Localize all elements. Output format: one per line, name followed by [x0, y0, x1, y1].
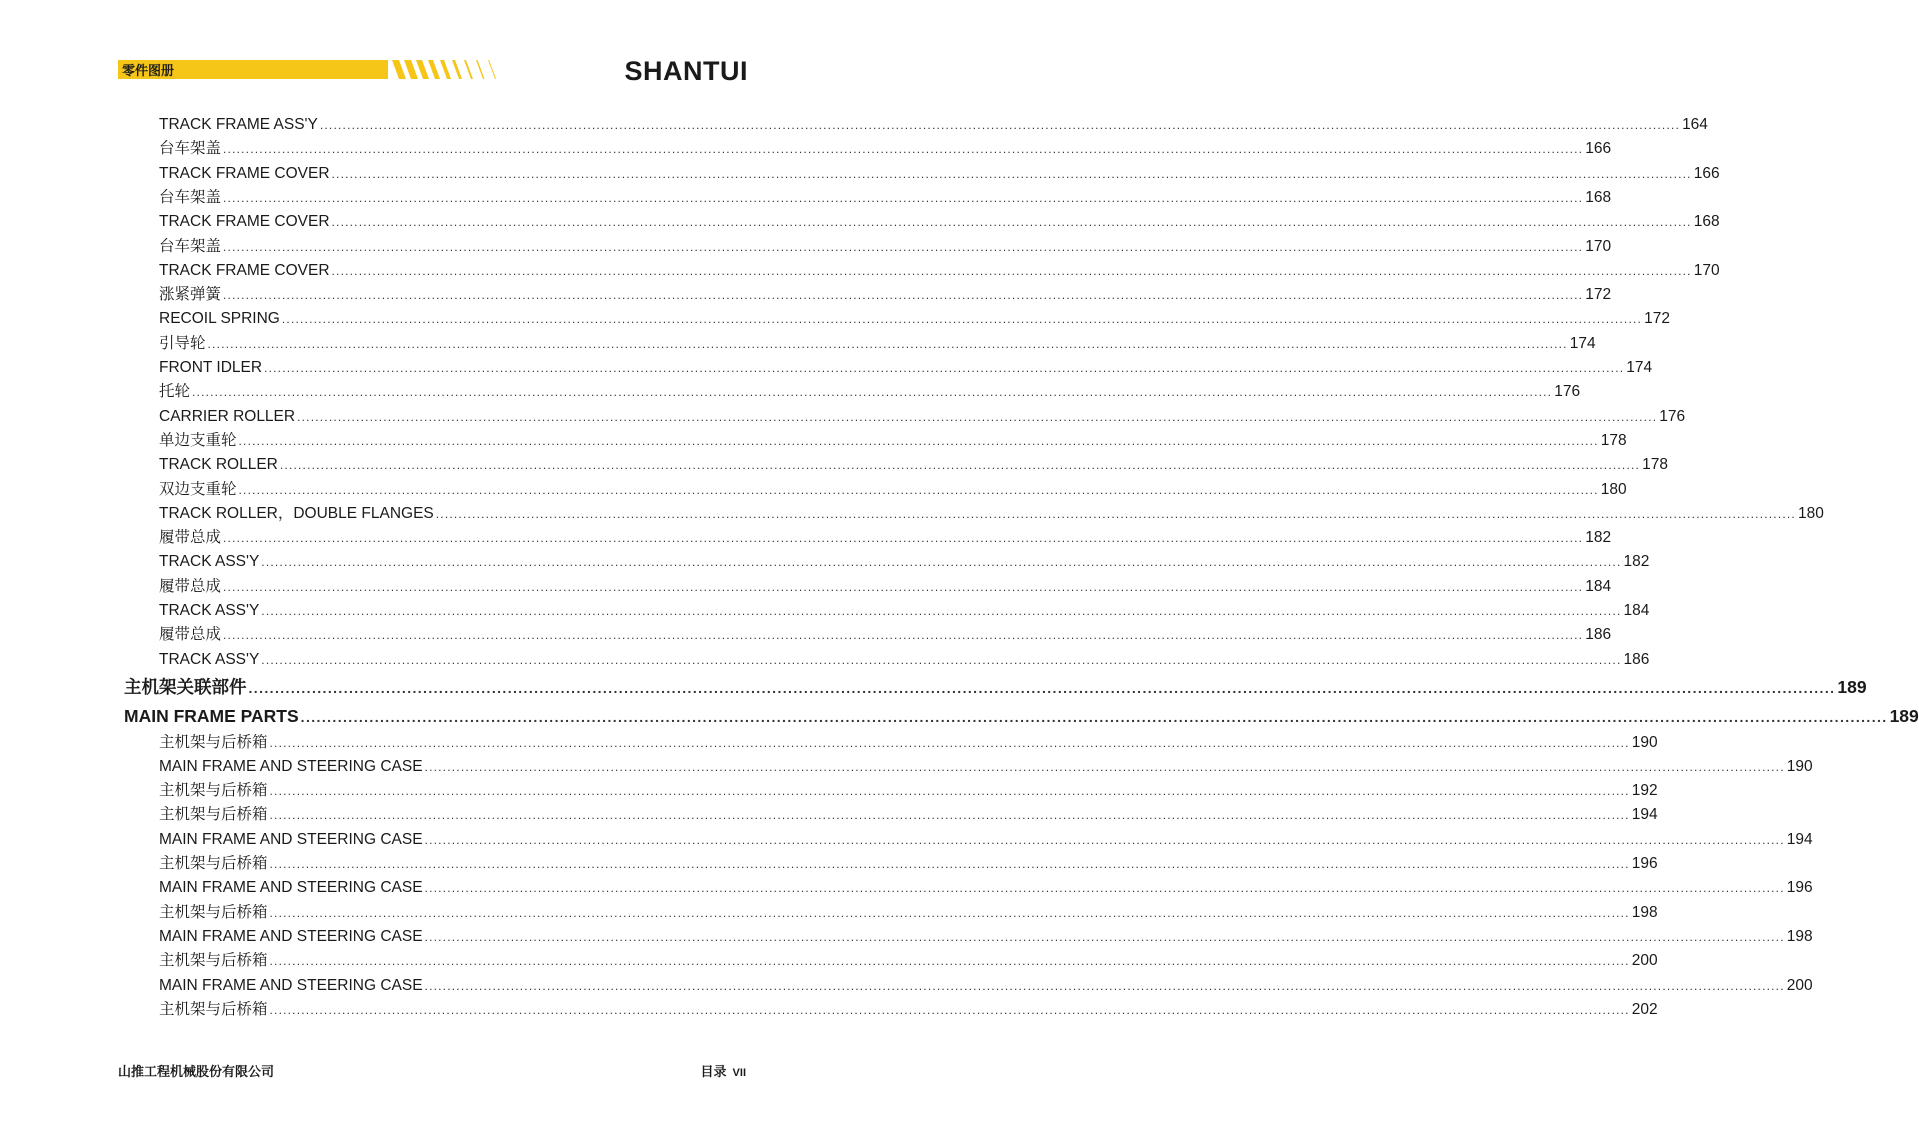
footer-company: 山推工程机械股份有限公司	[118, 1064, 275, 1079]
toc-leader-dots: ............................................................................................................................................................................................................................................................................................................	[269, 784, 1630, 799]
toc-leader-dots: ............................................................................................................................................................................................................................................................................................................	[281, 312, 1643, 327]
toc-leader-dots: ............................................................................................................................................................................................................................................................................................................	[223, 142, 1584, 157]
toc-entry-page: 178	[1600, 431, 1627, 449]
toc-leader-dots: ............................................................................................................................................................................................................................................................................................................	[238, 433, 1599, 448]
toc-entry[interactable]	[159, 162, 1720, 186]
toc-entry[interactable]	[159, 949, 1658, 973]
toc-entry-page: 174	[1569, 334, 1596, 352]
toc-entry-title: 台车架盖	[159, 188, 222, 206]
toc-entry-page: 196	[1631, 855, 1658, 872]
toc-entry-title: MAIN FRAME AND STEERING CASE	[159, 830, 423, 848]
toc-leader-dots: ............................................................................................................................................................................................................................................................................................................	[223, 531, 1584, 546]
footer-page-number: VII	[732, 1067, 746, 1079]
toc-entry[interactable]	[159, 575, 1612, 599]
toc-leader-dots: ............................................................................................................................................................................................................................................................................................................	[269, 735, 1630, 750]
toc-entry[interactable]	[159, 332, 1596, 356]
toc-entry-title: TRACK FRAME COVER	[159, 261, 330, 279]
toc-entry[interactable]	[159, 259, 1720, 283]
toc-entry-page: 198	[1786, 927, 1813, 945]
toc-leader-dots: ............................................................................................................................................................................................................................................................................................................	[261, 652, 1622, 667]
toc-leader-dots: ............................................................................................................................................................................................................................................................................................................	[297, 409, 1658, 424]
toc-entry[interactable]	[159, 998, 1658, 1022]
toc-entry-title: 主机架与后桥箱	[159, 903, 268, 921]
toc-entry-title: 履带总成	[159, 529, 222, 547]
toc-leader-dots: ............................................................................................................................................................................................................................................................................................................	[261, 555, 1622, 570]
toc-entry-page: 196	[1786, 879, 1813, 897]
toc-entry[interactable]	[159, 356, 1653, 380]
toc-entry[interactable]	[159, 925, 1813, 949]
toc-entry-page: 202	[1631, 1000, 1658, 1018]
toc-entry-title: MAIN FRAME AND STEERING CASE	[159, 879, 423, 897]
toc-entry-title: TRACK ROLLER	[159, 456, 278, 474]
page-header	[118, 56, 748, 86]
toc-leader-dots: ............................................................................................................................................................................................................................................................................................................	[261, 604, 1622, 618]
toc-entry-page: 190	[1631, 733, 1658, 751]
toc-entry[interactable]	[159, 283, 1612, 307]
toc-entry[interactable]	[124, 673, 1867, 701]
toc-entry-title: TRACK FRAME ASS'Y	[159, 116, 318, 133]
footer-section: 目录	[700, 1064, 727, 1079]
toc-leader-dots: ............................................................................................................................................................................................................................................................................................................	[279, 458, 1641, 473]
toc-entry-page: 168	[1693, 213, 1720, 231]
toc-entry-page: 176	[1554, 383, 1581, 401]
header-bar	[118, 60, 388, 79]
toc-leader-dots: ............................................................................................................................................................................................................................................................................................................	[223, 628, 1584, 643]
toc-entry-page: 182	[1585, 529, 1612, 547]
toc-entry[interactable]	[159, 731, 1658, 755]
toc-entry[interactable]	[159, 901, 1658, 925]
toc-entry-title: TRACK ASS'Y	[159, 553, 260, 571]
toc-entry-title: TRACK FRAME COVER	[159, 213, 330, 231]
toc-entry-page: 194	[1786, 830, 1813, 848]
toc-leader-dots: ............................................................................................................................................................................................................................................................................................................	[300, 709, 1888, 726]
toc-entry-title: MAIN FRAME AND STEERING CASE	[159, 757, 423, 775]
toc-entry-page: 166	[1693, 164, 1720, 182]
toc-entry-title: MAIN FRAME AND STEERING CASE	[159, 927, 423, 945]
toc-leader-dots: ............................................................................................................................................................................................................................................................................................................	[331, 215, 1692, 230]
toc-entry-page: 186	[1585, 626, 1612, 644]
toc-leader-dots: ............................................................................................................................................................................................................................................................................................................	[269, 905, 1630, 920]
toc-entry-page: 170	[1693, 261, 1720, 279]
toc-entry-page: 186	[1623, 650, 1650, 668]
toc-entry[interactable]	[159, 828, 1813, 852]
toc-entry-page: 176	[1659, 407, 1686, 425]
toc-leader-dots: ............................................................................................................................................................................................................................................................................................................	[223, 288, 1584, 303]
toc-leader-dots: ............................................................................................................................................................................................................................................................................................................	[207, 336, 1568, 351]
toc-leader-dots: ............................................................................................................................................................................................................................................................................................................	[238, 482, 1599, 497]
toc-entry-title: MAIN FRAME PARTS	[124, 706, 299, 727]
toc-entry-page: 182	[1623, 553, 1650, 571]
toc-entry-title: 履带总成	[159, 626, 222, 644]
toc-leader-dots: ............................................................................................................................................................................................................................................................................................................	[424, 978, 1785, 993]
toc-entry[interactable]	[159, 779, 1658, 803]
toc-entry-page: 164	[1682, 116, 1708, 133]
toc-leader-dots: ............................................................................................................................................................................................................................................................................................................	[223, 579, 1584, 594]
toc-entry[interactable]	[159, 429, 1627, 453]
toc-entry-page: 184	[1623, 602, 1650, 619]
toc-entry-title: 主机架与后桥箱	[159, 855, 268, 872]
toc-entry-page: 178	[1642, 456, 1668, 474]
toc-entry-page: 200	[1786, 976, 1813, 994]
toc-leader-dots: ............................................................................................................................................................................................................................................................................................................	[319, 118, 1681, 132]
toc-entry-title: 主机架与后桥箱	[159, 1000, 268, 1018]
toc-entry-title: TRACK ASS'Y	[159, 602, 260, 619]
toc-entry-page: 180	[1797, 504, 1824, 522]
toc-entry-title: RECOIL SPRING	[159, 310, 280, 328]
toc-entry-title: 主机架与后桥箱	[159, 782, 268, 800]
toc-entry[interactable]	[159, 307, 1670, 331]
toc-entry-page: 168	[1585, 188, 1612, 206]
toc-entry-page: 166	[1585, 140, 1612, 158]
toc-leader-dots: ............................................................................................................................................................................................................................................................................................................	[435, 506, 1796, 521]
toc-entry[interactable]	[159, 803, 1658, 827]
toc-entry-title: 台车架盖	[159, 140, 222, 158]
toc-entry-title: 托轮	[159, 383, 191, 401]
toc-entry[interactable]	[159, 755, 1813, 779]
footer-page-info	[701, 1061, 746, 1080]
toc-entry[interactable]	[159, 502, 1824, 526]
toc-entry-title: 主机架与后桥箱	[159, 733, 268, 751]
toc-entry-page: 190	[1786, 757, 1813, 775]
toc-entry-page: 172	[1585, 286, 1612, 304]
toc-entry-title: TRACK FRAME COVER	[159, 164, 330, 182]
toc-leader-dots: ............................................................................................................................................................................................................................................................................................................	[269, 1002, 1630, 1017]
toc-entry[interactable]	[159, 526, 1612, 550]
header-title: 零件图册	[122, 63, 175, 78]
toc-entry[interactable]	[159, 852, 1658, 876]
toc-entry[interactable]	[159, 478, 1627, 502]
toc-entry[interactable]	[159, 186, 1612, 210]
toc-leader-dots: ............................................................................................................................................................................................................................................................................................................	[331, 263, 1692, 278]
toc-leader-dots: ............................................................................................................................................................................................................................................................................................................	[192, 385, 1553, 400]
toc-entry[interactable]	[159, 623, 1612, 647]
toc-entry-page: 194	[1631, 806, 1658, 824]
toc-entry-title: 主机架与后桥箱	[159, 806, 268, 824]
toc-entry-page: 184	[1585, 577, 1612, 595]
toc-entry-title: 主机架关联部件	[124, 676, 247, 697]
toc-entry[interactable]	[159, 876, 1813, 900]
toc-leader-dots: ............................................................................................................................................................................................................................................................................................................	[269, 857, 1630, 871]
toc-entry-title: CARRIER ROLLER	[159, 407, 296, 425]
toc-entry-title: MAIN FRAME AND STEERING CASE	[159, 976, 423, 994]
toc-entry-page: 192	[1631, 782, 1658, 800]
toc-leader-dots: ............................................................................................................................................................................................................................................................................................................	[269, 808, 1630, 823]
toc-entry-page: 174	[1626, 359, 1653, 376]
header-stripes-icon	[390, 60, 550, 79]
toc-entry[interactable]	[159, 550, 1650, 574]
toc-entry[interactable]	[159, 235, 1612, 259]
toc-entry-page: 180	[1600, 480, 1627, 498]
shantui-logo: SHANTUI	[624, 56, 748, 86]
toc-entry-page: 198	[1631, 903, 1658, 921]
toc-leader-dots: ............................................................................................................................................................................................................................................................................................................	[223, 190, 1584, 205]
toc-entry[interactable]	[159, 453, 1668, 477]
toc-leader-dots: ............................................................................................................................................................................................................................................................................................................	[269, 954, 1630, 969]
toc-entry-page: 172	[1644, 310, 1670, 328]
toc-entry-title: 履带总成	[159, 577, 222, 595]
toc-entry[interactable]	[159, 137, 1612, 161]
toc-leader-dots: ............................................................................................................................................................................................................................................................................................................	[331, 166, 1692, 181]
toc-entry-title: 双边支重轮	[159, 480, 237, 498]
toc-entry-title: 台车架盖	[159, 237, 222, 255]
toc-entry-page: 170	[1585, 237, 1612, 255]
toc-entry-title: 单边支重轮	[159, 431, 237, 449]
toc-entry[interactable]	[159, 380, 1581, 404]
toc-entry-title: 引导轮	[159, 334, 206, 352]
toc-entry[interactable]	[159, 405, 1686, 429]
toc-entry[interactable]	[159, 648, 1650, 672]
toc-entry[interactable]	[159, 113, 1708, 137]
toc-entry-title: 主机架与后桥箱	[159, 952, 268, 970]
toc-leader-dots: ............................................................................................................................................................................................................................................................................................................	[223, 239, 1584, 254]
toc-leader-dots: ............................................................................................................................................................................................................................................................................................................	[424, 832, 1785, 847]
toc-leader-dots: ............................................................................................................................................................................................................................................................................................................	[424, 759, 1785, 774]
toc-entry-page: 189	[1889, 706, 1919, 727]
toc-entry-title: TRACK ROLLER，DOUBLE FLANGES	[159, 504, 434, 522]
toc-entry-page: 200	[1631, 952, 1658, 970]
toc-leader-dots: ............................................................................................................................................................................................................................................................................................................	[248, 679, 1836, 696]
toc-leader-dots: ............................................................................................................................................................................................................................................................................................................	[264, 361, 1625, 375]
toc-entry-page: 189	[1837, 676, 1867, 697]
toc-entry[interactable]	[159, 210, 1720, 234]
toc-leader-dots: ............................................................................................................................................................................................................................................................................................................	[424, 881, 1785, 896]
toc-leader-dots: ............................................................................................................................................................................................................................................................................................................	[424, 929, 1785, 944]
toc-entry[interactable]	[159, 599, 1650, 623]
toc-entry-title: TRACK ASS'Y	[159, 650, 260, 668]
toc-entry[interactable]	[124, 702, 1919, 730]
toc-entry-title: 涨紧弹簧	[159, 286, 222, 304]
toc-entry-title: FRONT IDLER	[159, 359, 263, 376]
toc-entry[interactable]	[159, 974, 1813, 998]
